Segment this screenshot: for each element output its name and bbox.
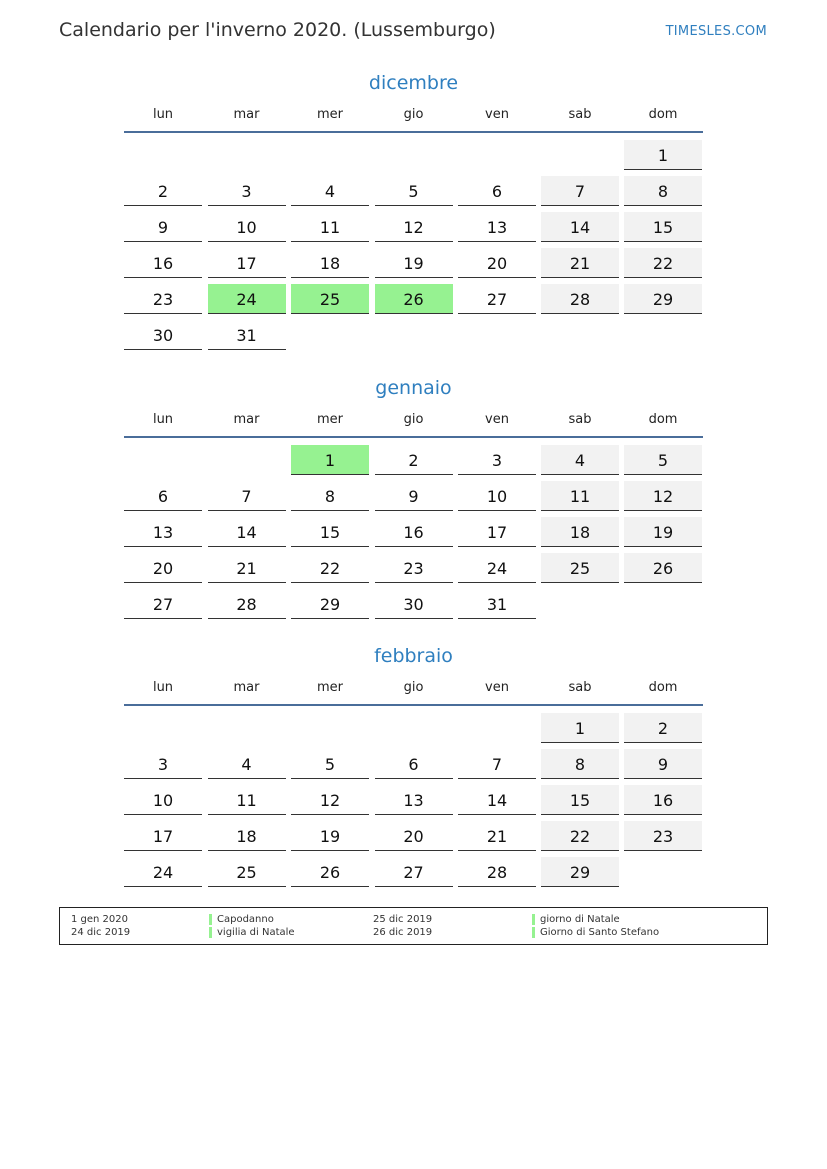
day-cell[interactable]: 13 [124,517,202,547]
day-cell[interactable]: 18 [541,517,619,547]
weekday-header [124,98,703,134]
day-cell[interactable]: 21 [541,248,619,278]
day-cell[interactable]: 28 [541,284,619,314]
weekday-label: dom [648,412,678,427]
header-divider [124,704,703,706]
day-cell[interactable]: 17 [208,248,286,278]
day-cell[interactable]: 1 [624,140,702,170]
day-cell[interactable]: 10 [208,212,286,242]
day-cell[interactable]: 5 [624,445,702,475]
day-cell[interactable]: 12 [375,212,453,242]
day-cell[interactable]: 19 [291,821,369,851]
day-cell[interactable]: 16 [375,517,453,547]
day-cell[interactable]: 22 [624,248,702,278]
day-cell[interactable]: 12 [291,785,369,815]
day-cell[interactable]: 8 [291,481,369,511]
month-1 [124,373,703,614]
month-title: dicembre [368,72,459,94]
day-cell[interactable]: 24 [124,857,202,887]
day-cell[interactable]: 15 [541,785,619,815]
day-cell[interactable]: 9 [375,481,453,511]
weekday-label: gio [403,412,424,427]
weekday-label: lun [152,412,174,427]
legend-name: giorno di Natale [540,914,620,925]
holiday-day-cell[interactable]: 1 [291,445,369,475]
day-cell[interactable]: 6 [124,481,202,511]
day-cell[interactable]: 6 [458,176,536,206]
day-cell[interactable]: 27 [375,857,453,887]
day-cell[interactable]: 31 [458,589,536,619]
day-cell[interactable]: 29 [291,589,369,619]
month-0 [124,68,703,345]
day-cell[interactable]: 30 [375,589,453,619]
day-cell[interactable]: 7 [208,481,286,511]
holiday-marker [532,914,535,925]
weekday-label: gio [403,680,424,695]
day-cell[interactable]: 7 [458,749,536,779]
day-cell[interactable]: 19 [624,517,702,547]
weekday-label: mar [233,412,260,427]
day-cell[interactable]: 16 [124,248,202,278]
day-cell[interactable]: 20 [124,553,202,583]
holiday-day-cell[interactable]: 26 [375,284,453,314]
day-cell[interactable]: 2 [624,713,702,743]
day-cell[interactable]: 18 [208,821,286,851]
weekday-label: sab [568,412,592,427]
day-cell[interactable]: 4 [291,176,369,206]
day-cell[interactable]: 2 [375,445,453,475]
day-cell[interactable]: 17 [458,517,536,547]
day-cell[interactable]: 8 [541,749,619,779]
day-cell[interactable]: 30 [124,320,202,350]
holiday-legend [59,907,768,945]
day-cell[interactable]: 4 [208,749,286,779]
day-cell[interactable]: 8 [624,176,702,206]
month-2 [124,641,703,882]
weekday-label: ven [485,412,509,427]
legend-date: 24 dic 2019 [71,927,131,938]
day-cell[interactable]: 11 [208,785,286,815]
month-title: febbraio [374,645,453,667]
header-divider [124,436,703,438]
holiday-day-cell[interactable]: 24 [208,284,286,314]
day-cell[interactable]: 2 [124,176,202,206]
weekday-label: gio [403,107,424,122]
weekday-label: lun [152,107,174,122]
day-cell[interactable]: 11 [291,212,369,242]
day-cell[interactable]: 21 [208,553,286,583]
day-cell[interactable]: 3 [124,749,202,779]
weekday-label: lun [152,680,174,695]
weekday-label: mar [233,680,260,695]
weekday-label: dom [648,680,678,695]
day-cell[interactable]: 13 [458,212,536,242]
day-cell[interactable]: 29 [541,857,619,887]
day-cell[interactable]: 3 [208,176,286,206]
day-cell[interactable]: 12 [624,481,702,511]
day-cell[interactable]: 24 [458,553,536,583]
holiday-marker [532,927,535,938]
day-cell[interactable]: 27 [124,589,202,619]
day-cell[interactable]: 11 [541,481,619,511]
day-cell[interactable]: 29 [624,284,702,314]
day-cell[interactable]: 28 [458,857,536,887]
weekday-header [124,403,703,439]
day-cell[interactable]: 23 [124,284,202,314]
day-cell[interactable]: 3 [458,445,536,475]
weekday-label: mer [316,680,343,695]
day-cell[interactable]: 25 [541,553,619,583]
day-cell[interactable]: 16 [624,785,702,815]
day-cell[interactable]: 14 [208,517,286,547]
legend-name: Capodanno [217,914,274,925]
weekday-label: mer [316,412,343,427]
holiday-day-cell[interactable]: 25 [291,284,369,314]
day-cell[interactable]: 10 [124,785,202,815]
day-cell[interactable]: 20 [458,248,536,278]
weekday-header [124,671,703,707]
weekday-label: mar [233,107,260,122]
legend-name: vigilia di Natale [217,927,295,938]
day-cell[interactable]: 20 [375,821,453,851]
day-cell[interactable]: 31 [208,320,286,350]
header-divider [124,131,703,133]
legend-date: 25 dic 2019 [373,914,433,925]
day-cell[interactable]: 22 [291,553,369,583]
page-title: Calendario per l'inverno 2020. (Lussemburgo) [59,19,496,41]
day-cell[interactable]: 19 [375,248,453,278]
day-cell[interactable]: 5 [291,749,369,779]
legend-date: 26 dic 2019 [373,927,433,938]
weekday-label: ven [485,680,509,695]
day-cell[interactable]: 9 [124,212,202,242]
weekday-label: sab [568,107,592,122]
legend-name: Giorno di Santo Stefano [540,927,660,938]
weekday-label: mer [316,107,343,122]
day-cell[interactable]: 10 [458,481,536,511]
day-cell[interactable]: 28 [208,589,286,619]
day-cell[interactable]: 18 [291,248,369,278]
day-cell[interactable]: 23 [624,821,702,851]
day-cell[interactable]: 26 [291,857,369,887]
day-cell[interactable]: 25 [208,857,286,887]
holiday-marker [209,914,212,925]
legend-date: 1 gen 2020 [71,914,129,925]
day-cell[interactable]: 14 [458,785,536,815]
day-cell[interactable]: 6 [375,749,453,779]
weekday-label: ven [485,107,509,122]
day-cell[interactable]: 26 [624,553,702,583]
day-cell[interactable]: 23 [375,553,453,583]
day-cell[interactable]: 1 [541,713,619,743]
day-cell[interactable]: 9 [624,749,702,779]
day-cell[interactable]: 14 [541,212,619,242]
month-title: gennaio [375,377,452,399]
day-cell[interactable]: 7 [541,176,619,206]
day-cell[interactable]: 22 [541,821,619,851]
weekday-label: dom [648,107,678,122]
day-cell[interactable]: 4 [541,445,619,475]
day-cell[interactable]: 21 [458,821,536,851]
weekday-label: sab [568,680,592,695]
brand-logo-text[interactable]: TIMESLES.COM [665,24,767,39]
holiday-marker [209,927,212,938]
day-cell[interactable]: 13 [375,785,453,815]
day-cell[interactable]: 5 [375,176,453,206]
day-cell[interactable]: 27 [458,284,536,314]
day-cell[interactable]: 17 [124,821,202,851]
day-cell[interactable]: 15 [624,212,702,242]
day-cell[interactable]: 15 [291,517,369,547]
